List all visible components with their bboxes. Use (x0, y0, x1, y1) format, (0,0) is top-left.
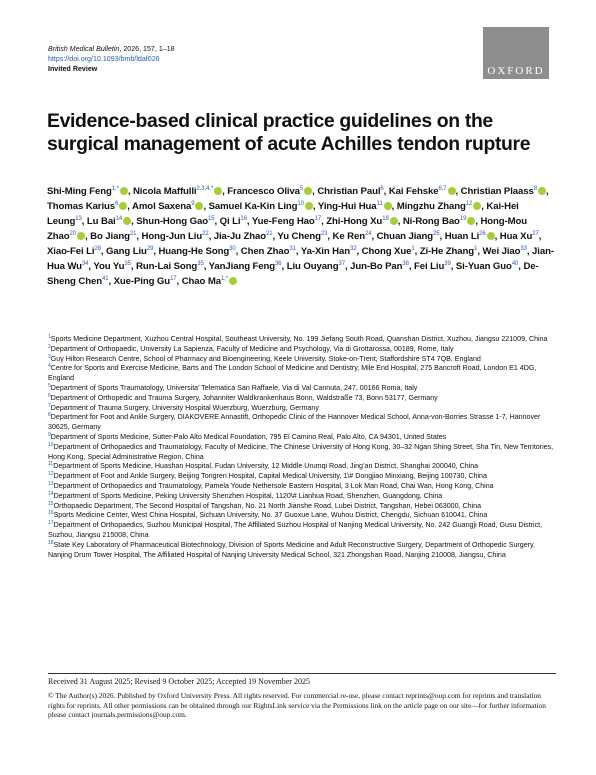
author (47, 201, 127, 212)
author-name: Si-Yuan Guo (455, 261, 512, 272)
affiliation (48, 404, 556, 414)
affiliation-number: 10 (48, 441, 54, 448)
author (277, 231, 327, 242)
author-affiliation-ref[interactable]: 31 (289, 246, 296, 252)
author-affiliation-ref[interactable]: 6 (115, 201, 119, 207)
affiliation-number: 1 (48, 334, 51, 340)
author (93, 261, 131, 272)
author (445, 231, 495, 242)
affiliation-number: 4 (48, 363, 51, 370)
author-affiliation-ref[interactable]: 1,* (111, 186, 119, 192)
author (333, 231, 372, 242)
affiliation-text: Department of Orthopaedics and Traumatology, Pamela Youde Nethersole Eastern Hospital, 3 Lok Man Road, Chai Wan, Hong Kong, China (53, 481, 494, 490)
affiliation (48, 462, 556, 472)
orcid-icon[interactable] (305, 202, 313, 210)
orcid-icon[interactable] (487, 232, 495, 240)
author (158, 246, 235, 257)
author-affiliation-ref[interactable]: 1 (411, 246, 415, 252)
author-name: Shun-Hong Gao (136, 216, 208, 227)
author (389, 186, 456, 197)
orcid-icon[interactable] (390, 217, 398, 225)
author-name: Kai-Hei Leung (47, 201, 519, 227)
author-name: Hong-Mou Zhao (47, 216, 528, 242)
copyright-notice: © The Author(s) 2026. Published by Oxford University Press. All rights reserved. For commercial re-use, please contact reprints@oup.com for reprints and translation rights for reprints. All other permissions can be obtained through our RightsLink service via the Permissions link on the article page on our site—for further information please contact journals.permissions@oup.com. (48, 691, 546, 720)
author-name: Yu Cheng (277, 231, 321, 242)
orcid-icon[interactable] (384, 202, 392, 210)
author-name: Chao Ma (181, 276, 221, 287)
author (287, 261, 345, 272)
affiliation-text: State Key Laboratory of Pharmaceutical Biotechnology, Division of Sports Medicine and Adult Reconstructive Surgery, Department of Orthopedic Surgery, Nanjing Drum Tower Hospital, The Affiliated Hospital of Nanjing University Medical School, 321 Zhongshan Road, Nanjing 210008, Jiangsu, China (48, 540, 535, 559)
author-name: Huan Li (444, 231, 480, 242)
affiliation-text: Department of Sports Traumatology, Universita’ Telematica San Raffaele, Via di Val Cannuta, 247, 00166 Roma, Italy (50, 383, 418, 392)
author-affiliation-ref[interactable]: 18 (382, 216, 389, 222)
author-affiliation-ref[interactable]: 9 (191, 201, 195, 207)
author-name: Samuel Ka-Kin Ling (208, 201, 298, 212)
author-affiliation-ref[interactable]: 14 (115, 216, 123, 222)
affiliation-number: 2 (48, 343, 51, 350)
affiliation-number: 17 (48, 520, 54, 527)
orcid-icon[interactable] (467, 217, 475, 225)
orcid-icon[interactable] (448, 187, 456, 195)
author (136, 216, 214, 227)
doi-link[interactable]: https://doi.org/10.1093/bmb/ldaf026 (48, 55, 160, 63)
author-name: Nicola Maffulli (132, 186, 197, 197)
author-name: Chong Xue (361, 246, 412, 257)
author-name: Jia-Ju Zhao (213, 231, 266, 242)
author (252, 216, 321, 227)
journal-volume-pages: , 2026, 157, 1–18 (119, 45, 175, 53)
author (414, 261, 451, 272)
orcid-icon[interactable] (473, 202, 481, 210)
author-affiliation-ref[interactable]: 37 (338, 261, 345, 267)
author (209, 261, 282, 272)
orcid-icon[interactable] (119, 202, 127, 210)
affiliation (48, 482, 556, 492)
orcid-icon[interactable] (304, 187, 312, 195)
author-affiliation-ref[interactable]: 19 (459, 216, 467, 222)
author (142, 231, 209, 242)
author-name: Run-Lai Song (136, 261, 198, 272)
author-name: Ni-Rong Bao (402, 216, 460, 227)
affiliation (48, 502, 556, 512)
author (301, 246, 357, 257)
affiliation-number: 9 (48, 431, 51, 438)
affiliation-number: 7 (48, 402, 51, 409)
author (214, 231, 273, 242)
orcid-icon[interactable] (538, 187, 546, 195)
author-name: Kai Fehske (388, 186, 439, 197)
author-affiliation-ref[interactable]: 23 (320, 231, 328, 237)
author (362, 246, 415, 257)
author-name: Mingzhu Zhang (396, 201, 466, 212)
author (500, 231, 539, 242)
author (377, 231, 440, 242)
article-title: Evidence-based clinical practice guidelines on the surgical management of acute Achilles tendon rupture (47, 110, 531, 155)
author-name: Chuan Jiang (376, 231, 434, 242)
affiliation (48, 472, 556, 482)
affiliation-text: Sports Medicine Department, Xuzhou Central Hospital, Southeast University, No. 199 Jiefang South Road, Quanshan District, Xuzhou, Jiangsu 221009, China (50, 335, 548, 343)
affiliation (48, 541, 556, 561)
author-affiliation-ref[interactable]: 25 (433, 231, 440, 237)
author-name: Gang Liu (106, 246, 147, 257)
author-name: Xiao-Fei Li (47, 246, 95, 257)
journal-citation (48, 44, 175, 54)
article-type: Invited Review (48, 65, 98, 73)
author-affiliation-ref[interactable]: 13 (75, 216, 82, 222)
journal-name: British Medical Bulletin (48, 45, 120, 53)
author-name: Lu Bai (86, 216, 116, 227)
author-affiliation-ref[interactable]: 1 (474, 246, 478, 252)
author-affiliation-ref[interactable]: 15 (207, 216, 215, 222)
author (227, 186, 312, 197)
author-name: Christian Paul (317, 186, 381, 197)
author (456, 261, 518, 272)
author (106, 246, 153, 257)
author-name: Ya-Xin Han (300, 246, 350, 257)
article-dates: Received 31 August 2025; Revised 9 October 2025; Accepted 19 November 2025 (48, 677, 310, 686)
author-name: De-Sheng Chen (47, 261, 539, 287)
affiliation (48, 413, 556, 433)
oxford-logo[interactable]: OXFORD (483, 27, 549, 79)
author-affiliation-ref[interactable]: 27 (532, 231, 539, 237)
affiliation-number: 3 (48, 353, 51, 360)
author-name: Xue-Ping Gu (113, 276, 171, 287)
author (317, 186, 383, 197)
author-affiliation-ref[interactable]: 8 (533, 186, 537, 192)
author-name: Qi Li (219, 216, 241, 227)
author-name: You Yu (93, 261, 125, 272)
author (132, 201, 203, 212)
author-affiliation-ref[interactable]: 21 (129, 231, 137, 237)
author-name: Huang-He Song (158, 246, 230, 257)
affiliation-text: Department of Foot and Ankle Surgery, Beijing Tongren Hospital, Capital Medical University, 1\# Dongjiao Minxiang, Beijing 100730, China (53, 472, 487, 481)
author-affiliation-ref[interactable]: 33 (520, 246, 527, 252)
author (136, 261, 204, 272)
author-name: Hong-Jun Liu (141, 231, 203, 242)
author (326, 216, 397, 227)
affiliation-number: 8 (48, 412, 51, 419)
author-affiliation-ref[interactable]: 38 (402, 261, 409, 267)
author-affiliation-ref[interactable]: 22 (202, 231, 209, 237)
author-affiliation-ref[interactable]: 5 (299, 186, 304, 192)
affiliation-number: 16 (48, 510, 54, 517)
author-affiliation-ref[interactable]: 17 (314, 216, 322, 222)
author (482, 246, 526, 257)
author-name: Jun-Bo Pan (350, 261, 403, 272)
author (403, 216, 475, 227)
author-name: Zhi-Hong Xu (326, 216, 383, 227)
author-name: Christian Plaass (460, 186, 534, 197)
affiliation (48, 521, 556, 541)
author-affiliation-ref[interactable]: 32 (349, 246, 357, 252)
orcid-icon[interactable] (195, 202, 203, 210)
affiliation (48, 492, 556, 502)
affiliation (48, 345, 556, 355)
affiliation-number: 14 (48, 490, 54, 497)
author-affiliation-ref[interactable]: 39 (444, 261, 451, 267)
author-affiliation-ref[interactable]: 28 (94, 246, 101, 252)
author (133, 186, 222, 197)
author-name: Chen Zhao (240, 246, 290, 257)
author (420, 246, 478, 257)
author-affiliation-ref[interactable]: 30 (229, 246, 236, 252)
author-name: Yue-Feng Hao (251, 216, 315, 227)
affiliation-number: 18 (48, 539, 54, 546)
author-name: YanJiang Feng (208, 261, 276, 272)
orcid-icon[interactable] (120, 187, 128, 195)
author-affiliation-ref[interactable]: 1,* (220, 276, 229, 282)
author-affiliation-ref[interactable]: 41 (101, 276, 109, 282)
affiliation-number: 5 (48, 382, 51, 389)
affiliation-text: Department of Orthopaedic, University La Sapienza, Faculty of Medicine and Psychology, Via di Grottarossa, 00189, Rome, Italy (50, 344, 454, 353)
affiliation (48, 511, 556, 521)
author-affiliation-ref[interactable]: 16 (240, 216, 247, 222)
affiliation-text: Department of Sports Medicine, Sutter-Palo Alto Medical Foundation, 795 El Camino Real, Palo Alto, CA 94301, United States (50, 432, 447, 441)
author (182, 276, 237, 287)
author (90, 231, 136, 242)
author-name: Amol Saxena (132, 201, 192, 212)
author-affiliation-ref[interactable]: 6 (380, 186, 384, 192)
author-name: Wei Jiao (482, 246, 521, 257)
affiliation-list (48, 335, 556, 560)
affiliation-number: 11 (48, 461, 54, 468)
author (209, 201, 313, 212)
author (47, 186, 128, 197)
affiliation (48, 384, 556, 394)
author-affiliation-ref[interactable]: 12 (465, 201, 473, 207)
author (350, 261, 409, 272)
affiliation-text: Department of Orthopaedics and Traumatology, Faculty of Medicine, The Chinese University of Hong Kong, 30–32 Ngan Shing Street, Sha Tin, New Territories, Hong Kong, Special Administrative Region, China (48, 442, 554, 461)
author-affiliation-ref[interactable]: 35 (197, 261, 204, 267)
author-name: Zi-He Zhang (419, 246, 475, 257)
affiliation-text: Centre for Sports and Exercise Medicine, Barts and The London School of Medicine and Dentistry, Mile End Hospital, 275 Bancroft Road, London E1 4DG, England (48, 364, 537, 383)
affiliation (48, 394, 556, 404)
author-affiliation-ref[interactable]: 29 (146, 246, 154, 252)
author-name: Shi-Ming Feng (47, 186, 112, 197)
author-affiliation-ref[interactable]: 21 (265, 231, 273, 237)
affiliation (48, 443, 556, 463)
author-affiliation-ref[interactable]: 11 (376, 201, 383, 207)
author-name: Fei Liu (414, 261, 445, 272)
author-name: Bo Jiang (90, 231, 130, 242)
author-affiliation-ref[interactable]: 40 (511, 261, 519, 267)
affiliation (48, 335, 556, 345)
affiliation-text: Department of Sports Medicine, Huashan Hospital, Fudan University, 12 Middle Urumqi Road, Jing’an District, Shanghai 200040, China (53, 462, 479, 471)
affiliation-number: 15 (48, 500, 54, 507)
author (114, 276, 177, 287)
affiliation-text: Guy Hilton Research Centre, School of Pharmacy and Bioengineering, Keele University, Stoke-on-Trent, Staffordshire ST4 7QB, England (50, 354, 481, 363)
author-affiliation-ref[interactable]: 10 (297, 201, 304, 207)
affiliation (48, 355, 556, 365)
affiliation-text: Department of Sports Medicine, Peking University Shenzhen Hospital, 1120\# Lianhua Road, Shenzhen, Guangdong, China (53, 491, 443, 500)
affiliation (48, 433, 556, 443)
author-affiliation-ref[interactable]: 17 (170, 276, 177, 282)
author-name: Francesco Oliva (227, 186, 300, 197)
author-list: Shi-Ming Feng$^{1,*}$ , Nicola Maffulli$^{2,3,4,*}$ , Francesco Oliva$^5$ , Christian Paul$^6$, Kai Fehske$^{6,7}$ , Christian Plaass$^8$ , Thomas Karius$^6$ , Amol Saxena$^9$ , Samuel Ka-Kin Ling$^{10}$ , Ying-Hui Hua$^{11}$ , Mingzhu Zhang$^{12}$ , Kai-Hei Leung$^{13}$, Lu Bai$^{14}$ , Shun-Hong Gao$^{15}$, Qi Li$^{16}$, Yue-Feng Hao$^{17}$, Zhi-Hong Xu$^{18}$ , Ni-Rong Bao$^{19}$ , Hong-Mou Zhao$^{20}$ , Bo Jiang$^{21}$, Hong-Jun Liu$^{22}$, Jia-Ju Zhao$^{21}$, Yu Cheng$^{23}$, Ke Ren$^{24}$, Chuan Jiang$^{25}$, Huan Li$^{26}$ , Hua Xu$^{27}$, Xiao-Fei Li$^{28}$, Gang Liu$^{29}$, Huang-He Song$^{30}$, Chen Zhao$^{31}$, Ya-Xin Han$^{32}$, Chong Xue$^1$, Zi-He Zhang$^1$, Wei Jiao$^{33}$, Jian-Hua Wu$^{34}$, You Yu$^{35}$, Run-Lai Song$^{35}$, YanJiang Feng$^{36}$, Liu Ouyang$^{37}$, Jun-Bo Pan$^{38}$, Fei Liu$^{39}$, Si-Yuan Guo$^{40}$, De-Sheng Chen$^{41}$, Xue-Ping Gu$^{17}$, Chao $Ma^{1,*}$ (47, 186, 554, 287)
affiliation-text: Department of Orthopedic and Trauma Surgery, Johanniter Waldkrankenhaus Bonn, Waldstraße 73, Bonn 53177, Germany (50, 393, 438, 402)
author (461, 186, 546, 197)
affiliation-number: 12 (48, 471, 54, 478)
author-name: Ying-Hui Hua (317, 201, 377, 212)
author (318, 201, 392, 212)
author-affiliation-ref[interactable]: 20 (69, 231, 77, 237)
author-affiliation-ref[interactable]: 36 (275, 261, 282, 267)
affiliation (48, 364, 556, 384)
affiliation-number: 13 (48, 480, 54, 487)
author (87, 216, 131, 227)
affiliation-text: Department of Orthopaedics, Suzhou Municipal Hospital, The Affiliated Suzhou Hospital of Nanjing Medical University, No. 242 Guangji Road, Gusu District, Suzhou, Jiangsu 215008, China (48, 521, 543, 539)
author (220, 216, 247, 227)
affiliation-text: Sports Medicine Center, West China Hospital, Sichuan University, No. 37 Guoxue Lane, Wuhou District, Chengdu, Sichuan 610041, China (53, 511, 488, 520)
orcid-icon[interactable] (229, 277, 237, 285)
author-affiliation-ref[interactable]: 34 (81, 261, 89, 267)
orcid-icon[interactable] (123, 217, 131, 225)
author (241, 246, 296, 257)
affiliation-text: Department of Trauma Surgery, University Hospital Wuerzburg, Wuerzburg, Germany (50, 403, 319, 412)
author-name: Thomas Karius (47, 201, 116, 212)
affiliation-text: Orthopaedic Department, The Second Hospital of Tangshan, No. 21 North Jianshe Road, Lubei District, Tangshan, Hebei 063000, China (53, 501, 482, 510)
author-name: Liu Ouyang (286, 261, 339, 272)
author-name: Jian-Hua Wu (47, 246, 554, 272)
author (397, 201, 482, 212)
author-affiliation-ref[interactable]: 24 (364, 231, 372, 237)
author-affiliation-ref[interactable]: 35 (124, 261, 131, 267)
affiliation-text: Department for Foot and Ankle Surgery, DIAKOVERE Annastift, Orthopedic Clinic of the Hannover Medical School, Anna-von-Borries Strasse 1-7, Hannover 30625, Germany (48, 413, 541, 432)
author (47, 246, 101, 257)
journal-header (48, 44, 175, 74)
author-affiliation-ref[interactable]: 6,7 (438, 186, 447, 192)
author-affiliation-ref[interactable]: 26 (479, 231, 486, 237)
author-affiliation-ref[interactable]: 2,3,4,* (196, 186, 214, 192)
author-name: Hua Xu (499, 231, 533, 242)
divider (48, 673, 556, 674)
affiliation-number: 6 (48, 392, 51, 399)
orcid-icon[interactable] (214, 187, 222, 195)
author-name: Ke Ren (332, 231, 365, 242)
orcid-icon[interactable] (77, 232, 85, 240)
